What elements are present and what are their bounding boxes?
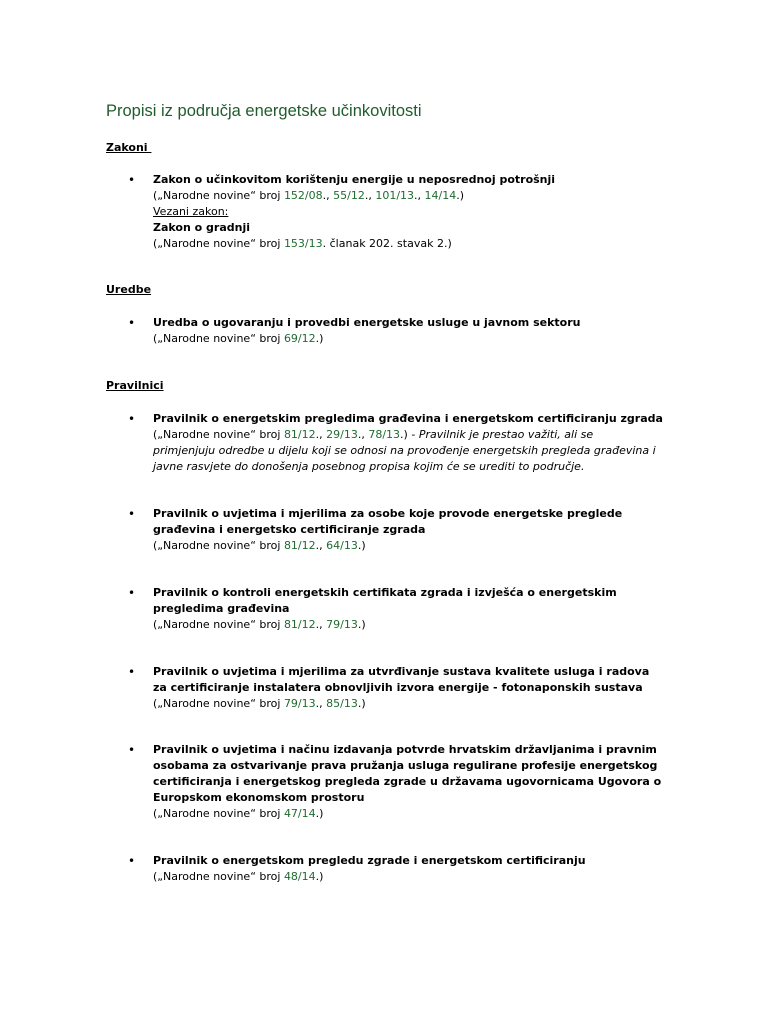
separator: ., bbox=[364, 189, 376, 202]
gazette-link[interactable]: 85/13 bbox=[326, 697, 358, 710]
page-title: Propisi iz područja energetske učinkovitosti bbox=[106, 102, 422, 120]
gazette-link[interactable]: 81/12 bbox=[283, 428, 316, 441]
gazette-suffix: ) bbox=[361, 618, 366, 631]
gazette-reference bbox=[153, 188, 693, 204]
gazette-suffix: ) bbox=[459, 189, 465, 202]
list-item-zakon-ucinkovitost bbox=[128, 172, 693, 252]
gazette-link[interactable]: 29/13 bbox=[326, 428, 358, 441]
separator: ., bbox=[315, 539, 327, 552]
gazette-prefix: („Narodne novine“ broj bbox=[153, 189, 284, 202]
gazette-link[interactable]: 14/14 bbox=[424, 189, 457, 202]
gazette-suffix: ) bbox=[319, 870, 324, 883]
item-title: Pravilnik o uvjetima i mjerilima za osobe koje provode energetske preglede bbox=[153, 507, 623, 520]
separator: . bbox=[315, 332, 320, 345]
list-item-pravilnik-kontrola-certifikata bbox=[128, 585, 693, 633]
bullet: • bbox=[128, 412, 136, 426]
section-heading-zakoni: Zakoni bbox=[106, 141, 152, 154]
item-title: Uredba o ugovaranju i provedbi energetske usluge u javnom sektoru bbox=[153, 316, 581, 329]
gazette-reference bbox=[153, 538, 693, 554]
item-title: građevina i energetsko certificiranje zgrada bbox=[153, 523, 426, 536]
gazette-prefix: („Narodne novine“ broj bbox=[153, 618, 284, 631]
item-title: Pravilnik o energetskom pregledu zgrade i energetskom certificiranju bbox=[153, 854, 586, 867]
item-title: Zakon o učinkovitom korištenju energije u neposrednoj potrošnji bbox=[153, 173, 556, 186]
gazette-reference bbox=[153, 331, 693, 347]
gazette-link[interactable]: 81/12 bbox=[283, 618, 316, 631]
bullet: • bbox=[128, 665, 136, 679]
gazette-link[interactable]: 69/12 bbox=[283, 332, 316, 345]
item-title: pregledima građevina bbox=[153, 602, 290, 615]
separator: ., bbox=[315, 697, 327, 710]
bullet: • bbox=[128, 173, 136, 187]
list-item-pravilnik-energetski-pregled-zgrade bbox=[128, 853, 693, 885]
validity-note: javne rasvjete do donošenja posebnog propisa kojim će se urediti to područje. bbox=[153, 460, 585, 473]
separator: ., bbox=[315, 428, 327, 441]
section-heading-pravilnici: Pravilnici bbox=[106, 379, 164, 392]
separator: . bbox=[357, 618, 362, 631]
list-item-pravilnik-potvrda-drzavljani bbox=[128, 742, 693, 822]
separator: . bbox=[357, 539, 362, 552]
gazette-link[interactable]: 79/13 bbox=[283, 697, 316, 710]
section-heading-uredbe: Uredbe bbox=[106, 283, 152, 296]
gazette-link[interactable]: 81/12 bbox=[283, 539, 316, 552]
gazette-suffix: ) bbox=[361, 697, 366, 710]
gazette-suffix: . članak 202. stavak 2.) bbox=[322, 237, 452, 250]
gazette-link[interactable]: 48/14 bbox=[283, 870, 316, 883]
gazette-prefix: („Narodne novine“ broj bbox=[153, 870, 284, 883]
separator: ., bbox=[414, 189, 425, 202]
list-item-uredba-energetska-usluga bbox=[128, 315, 693, 347]
item-title: Pravilnik o uvjetima i načinu izdavanja potvrde hrvatskim državljanima i pravnim bbox=[153, 743, 657, 756]
gazette-suffix: ) bbox=[319, 332, 324, 345]
gazette-reference bbox=[153, 427, 693, 443]
gazette-prefix: („Narodne novine“ broj bbox=[153, 332, 284, 345]
related-law-title: Zakon o gradnji bbox=[153, 221, 250, 234]
gazette-link[interactable]: 47/14 bbox=[283, 807, 316, 820]
separator: . bbox=[456, 189, 460, 202]
item-title: Pravilnik o kontroli energetskih certifikata zgrada i izvješća o energetskim bbox=[153, 586, 617, 599]
gazette-prefix: („Narodne novine“ broj bbox=[153, 539, 284, 552]
gazette-prefix: („Narodne novine“ broj bbox=[153, 237, 284, 250]
separator: . bbox=[357, 697, 362, 710]
item-title: certificiranja i energetskog pregleda zgrade u državama ugovornicama Ugovora o bbox=[153, 775, 662, 788]
item-title: Pravilnik o uvjetima i mjerilima za utvrđivanje sustava kvalitete usluga i radova bbox=[153, 665, 650, 678]
separator: ., bbox=[315, 618, 327, 631]
separator: - bbox=[407, 428, 419, 441]
item-title: Europskom ekonomskom prostoru bbox=[153, 791, 365, 804]
item-title: Pravilnik o energetskim pregledima građevina i energetskom certificiranju zgrada bbox=[153, 412, 663, 425]
gazette-link[interactable]: 64/13 bbox=[326, 539, 358, 552]
gazette-link[interactable]: 153/13 bbox=[283, 237, 323, 250]
gazette-reference bbox=[153, 869, 693, 885]
gazette-prefix: („Narodne novine“ broj bbox=[153, 697, 284, 710]
item-title: osobama za ostvarivanje prava pružanja usluga regulirane profesije energetskog bbox=[153, 759, 658, 772]
separator: ., bbox=[357, 428, 369, 441]
list-item-pravilnik-instalateri bbox=[128, 664, 693, 712]
gazette-prefix: („Narodne novine“ broj bbox=[153, 428, 284, 441]
bullet: • bbox=[128, 507, 136, 521]
gazette-suffix: ) bbox=[403, 428, 408, 441]
list-item-pravilnik-energetski-pregledi bbox=[128, 411, 693, 475]
gazette-reference bbox=[153, 236, 693, 252]
gazette-reference bbox=[153, 806, 693, 822]
gazette-link[interactable]: 101/13 bbox=[375, 189, 415, 202]
bullet: • bbox=[128, 316, 136, 330]
gazette-reference bbox=[153, 696, 693, 712]
gazette-reference bbox=[153, 617, 693, 633]
bullet: • bbox=[128, 743, 136, 757]
separator: . bbox=[400, 428, 404, 441]
list-item-pravilnik-osobe-pregledi bbox=[128, 506, 693, 554]
separator: . bbox=[315, 807, 320, 820]
separator: . bbox=[315, 870, 320, 883]
bullet: • bbox=[128, 854, 136, 868]
related-law-label: Vezani zakon: bbox=[153, 205, 229, 218]
separator: ., bbox=[322, 189, 334, 202]
validity-note: Pravilnik je prestao važiti, ali se bbox=[418, 428, 594, 441]
gazette-suffix: ) bbox=[319, 807, 324, 820]
gazette-link[interactable]: 79/13 bbox=[326, 618, 358, 631]
gazette-link[interactable]: 152/08 bbox=[283, 189, 323, 202]
bullet: • bbox=[128, 586, 136, 600]
validity-note: primjenjuju odredbe u dijelu koji se odnosi na provođenje energetskih pregleda građevina i bbox=[153, 444, 656, 457]
gazette-suffix: ) bbox=[361, 539, 366, 552]
gazette-prefix: („Narodne novine“ broj bbox=[153, 807, 284, 820]
gazette-link[interactable]: 55/12 bbox=[333, 189, 365, 202]
item-title: za certificiranje instalatera obnovljivih izvora energije - fotonaponskih sustava bbox=[153, 681, 643, 694]
gazette-link[interactable]: 78/13 bbox=[368, 428, 401, 441]
